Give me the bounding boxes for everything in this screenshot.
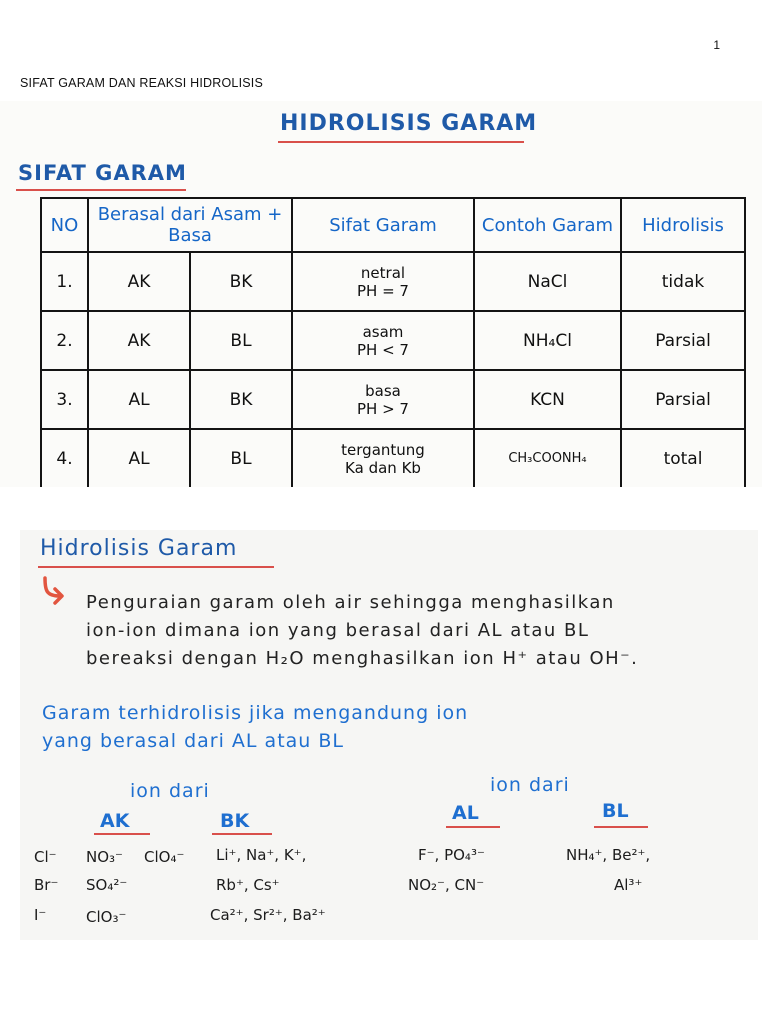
cell-contoh: CH₃COONH₄	[474, 429, 621, 487]
group-underline	[94, 833, 150, 835]
cell-sifat	[292, 252, 474, 311]
table-row	[41, 370, 745, 429]
cell-contoh: NH₄Cl	[474, 311, 621, 370]
cell-hidrolisis: Parsial	[621, 370, 745, 429]
cell-basa: BK	[190, 370, 292, 429]
ion-ak: ClO₄⁻	[144, 848, 185, 866]
cell-basa: BL	[190, 311, 292, 370]
ion-bl: NH₄⁺, Be²⁺,	[566, 846, 651, 864]
ion-ak: I⁻	[34, 906, 47, 924]
cell-no: 2.	[41, 311, 88, 370]
sifat-ph: PH = 7	[357, 281, 409, 300]
sifat-ph: PH < 7	[357, 340, 409, 359]
group-label-bl: BL	[602, 800, 629, 822]
cell-asam: AL	[88, 429, 190, 487]
title-underline	[38, 566, 274, 568]
cell-no: 1.	[41, 252, 88, 311]
ion-al: F⁻, PO₄³⁻	[418, 846, 485, 864]
ion-ak: ClO₃⁻	[86, 908, 127, 926]
cell-sifat	[292, 429, 474, 487]
ion-bk: Ca²⁺, Sr²⁺, Ba²⁺	[210, 906, 326, 924]
definition-line: ion-ion dimana ion yang berasal dari AL atau BL	[86, 620, 590, 641]
definition-line: bereaksi dengan H₂O menghasilkan ion H⁺ atau OH⁻.	[86, 648, 639, 669]
ion-bl: Al³⁺	[614, 876, 643, 894]
panel2-title: Hidrolisis Garam	[40, 536, 238, 561]
cell-asam: AL	[88, 370, 190, 429]
cell-basa: BL	[190, 429, 292, 487]
sifat-line: tergantung	[341, 440, 425, 459]
sifat-line: asam	[362, 322, 404, 341]
cell-no: 4.	[41, 429, 88, 487]
header-sifat: Sifat Garam	[292, 198, 474, 252]
sifat-ph: Ka dan Kb	[345, 458, 421, 477]
group-label-ak: AK	[100, 810, 130, 832]
cell-sifat	[292, 311, 474, 370]
header-contoh: Contoh Garam	[474, 198, 621, 252]
section-title: SIFAT GARAM	[18, 161, 187, 185]
group-underline	[594, 826, 648, 828]
cell-contoh: NaCl	[474, 252, 621, 311]
highlight-line: yang berasal dari AL atau BL	[42, 730, 344, 752]
group-underline	[212, 833, 272, 835]
hidrolisis-notes-photo	[20, 530, 758, 940]
ion-ak: Cl⁻	[34, 848, 57, 866]
group-label-bk: BK	[220, 810, 250, 832]
ion-ak: SO₄²⁻	[86, 876, 128, 894]
section-underline	[16, 189, 186, 191]
sifat-line: netral	[360, 263, 406, 282]
cell-hidrolisis: total	[621, 429, 745, 487]
hidrolisis-table-photo	[0, 101, 762, 487]
ion-bk: Rb⁺, Cs⁺	[216, 876, 280, 894]
cell-sifat	[292, 370, 474, 429]
ion-bk: Li⁺, Na⁺, K⁺,	[216, 846, 307, 864]
cell-hidrolisis: tidak	[621, 252, 745, 311]
definition-line: Penguraian garam oleh air sehingga menghasilkan	[86, 592, 615, 613]
title-underline	[278, 141, 524, 143]
sifat-line: basa	[365, 381, 401, 400]
sifat-garam-table	[40, 197, 746, 487]
table-header-row	[41, 198, 745, 252]
ion-ak: NO₃⁻	[86, 848, 123, 866]
sifat-ph: PH > 7	[357, 399, 409, 418]
ion-heading-right: ion dari	[490, 774, 570, 796]
document-title: SIFAT GARAM DAN REAKSI HIDROLISIS	[20, 76, 263, 90]
header-hidrolisis: Hidrolisis	[621, 198, 745, 252]
table-row	[41, 429, 745, 487]
cell-asam: AK	[88, 252, 190, 311]
highlight-line: Garam terhidrolisis jika mengandung ion	[42, 702, 469, 724]
header-berasal: Berasal dari Asam + Basa	[88, 198, 292, 252]
cell-asam: AK	[88, 311, 190, 370]
group-label-al: AL	[452, 802, 479, 824]
ion-heading-left: ion dari	[130, 780, 210, 802]
cell-contoh: KCN	[474, 370, 621, 429]
group-underline	[446, 826, 500, 828]
table-row	[41, 252, 745, 311]
panel1-title: HIDROLISIS GARAM	[280, 111, 538, 136]
header-no: NO	[41, 198, 88, 252]
page-number: 1	[713, 38, 720, 52]
curved-arrow-icon	[40, 576, 68, 606]
cell-no: 3.	[41, 370, 88, 429]
ion-ak: Br⁻	[34, 876, 59, 894]
cell-hidrolisis: Parsial	[621, 311, 745, 370]
table-row	[41, 311, 745, 370]
cell-basa: BK	[190, 252, 292, 311]
ion-al: NO₂⁻, CN⁻	[408, 876, 485, 894]
